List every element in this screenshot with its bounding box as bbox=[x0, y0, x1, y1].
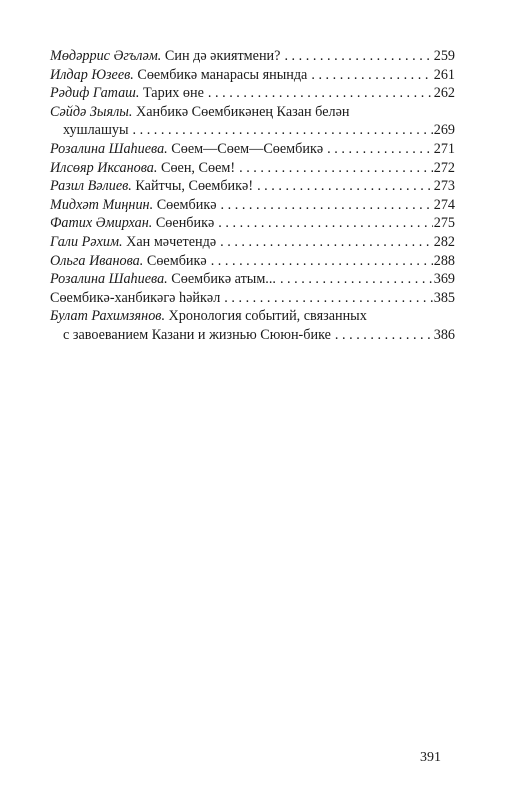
toc-line bbox=[50, 270, 455, 289]
toc-entry bbox=[50, 233, 455, 252]
toc-line bbox=[50, 140, 455, 159]
toc-line bbox=[50, 103, 455, 122]
toc-entry bbox=[50, 159, 455, 178]
toc-page: 259 bbox=[433, 48, 455, 64]
dot-leader bbox=[284, 47, 432, 66]
toc-title: Ханбикә Сөембикәнең Казан белән bbox=[136, 103, 350, 120]
toc-entry bbox=[50, 66, 455, 85]
toc-author: Фатих Әмирхан. bbox=[50, 215, 153, 232]
dot-leader bbox=[220, 233, 433, 252]
toc-page: 385 bbox=[433, 289, 455, 306]
toc-page: 272 bbox=[433, 159, 455, 176]
toc-line bbox=[50, 66, 455, 85]
toc-entry bbox=[50, 214, 455, 233]
toc-entry bbox=[50, 103, 455, 140]
toc-title-continuation: хушлашуы bbox=[63, 122, 129, 139]
toc-page: 273 bbox=[433, 178, 455, 195]
toc-title: Сөенбикә bbox=[155, 215, 215, 232]
toc-page: 269 bbox=[433, 122, 455, 139]
toc-line bbox=[50, 252, 455, 271]
toc-title: Сөембикә-ханбикәгә һәйкәл bbox=[50, 289, 221, 306]
toc-author: Сәйдә Зыялы. bbox=[50, 103, 133, 120]
toc-entry bbox=[50, 307, 455, 344]
toc-entry bbox=[50, 196, 455, 215]
toc-line bbox=[50, 47, 455, 66]
toc-line-continuation bbox=[50, 326, 455, 345]
toc-title: Хронология событий, связанных bbox=[168, 308, 367, 325]
toc-author: Рәдиф Гаташ. bbox=[50, 85, 140, 102]
dot-leader bbox=[327, 140, 433, 159]
toc-line bbox=[50, 84, 455, 103]
toc-page: 282 bbox=[433, 233, 455, 250]
dot-leader bbox=[335, 326, 433, 345]
toc-entry bbox=[50, 289, 455, 308]
toc-title: Кайтчы, Сөембикә! bbox=[135, 178, 254, 195]
toc-line bbox=[50, 177, 455, 196]
dot-leader bbox=[218, 214, 432, 233]
toc-author: Ольга Иванова. bbox=[50, 252, 144, 269]
toc-entry bbox=[50, 84, 455, 103]
dot-leader bbox=[280, 270, 433, 289]
toc-entry bbox=[50, 47, 455, 66]
toc-line bbox=[50, 289, 455, 308]
dot-leader bbox=[208, 84, 433, 103]
toc-author: Илсөяр Иксанова. bbox=[50, 159, 158, 176]
toc-entry bbox=[50, 140, 455, 159]
toc-author: Булат Рахимзянов. bbox=[50, 308, 165, 325]
table-of-contents bbox=[50, 47, 455, 345]
dot-leader bbox=[211, 252, 433, 271]
toc-title: Сөен, Сөем! bbox=[160, 159, 236, 176]
toc-entry bbox=[50, 252, 455, 271]
dot-leader bbox=[311, 66, 432, 85]
toc-line bbox=[50, 214, 455, 233]
toc-author: Илдар Юзеев. bbox=[50, 66, 134, 83]
toc-author: Разил Вәлиев. bbox=[50, 178, 132, 195]
toc-title: Сөембикә bbox=[156, 196, 217, 213]
toc-title: Сөем—Сөем—Сөембикә bbox=[171, 140, 324, 157]
toc-author: Гали Рәхим. bbox=[50, 233, 123, 250]
toc-entry bbox=[50, 177, 455, 196]
toc-title: Хан мәчетендә bbox=[126, 233, 217, 250]
toc-page: 262 bbox=[433, 85, 455, 102]
toc-title: Сөембикә манарасы янында bbox=[137, 66, 308, 83]
toc-title: Син дә әкиятмени? bbox=[164, 48, 281, 64]
dot-leader bbox=[224, 289, 432, 308]
toc-line bbox=[50, 159, 455, 178]
toc-page: 288 bbox=[433, 252, 455, 269]
toc-author: Розалина Шаһиева. bbox=[50, 140, 168, 157]
toc-line-continuation bbox=[50, 121, 455, 140]
toc-page: 369 bbox=[433, 271, 455, 288]
toc-line bbox=[50, 307, 455, 326]
toc-page: 261 bbox=[433, 66, 455, 83]
toc-page: 275 bbox=[433, 215, 455, 232]
dot-leader bbox=[257, 177, 433, 196]
toc-page: 274 bbox=[433, 196, 455, 213]
toc-title: Сөембикә атым... bbox=[171, 271, 276, 288]
toc-line bbox=[50, 233, 455, 252]
dot-leader bbox=[133, 121, 433, 140]
toc-title-continuation: с завоеванием Казани и жизнью Сююн-бике bbox=[63, 326, 331, 343]
dot-leader bbox=[221, 196, 433, 215]
toc-author: Мөдәррис Әгъләм. bbox=[50, 48, 162, 64]
page-number: 391 bbox=[420, 750, 441, 765]
toc-author: Мидхәт Миңнин. bbox=[50, 196, 154, 213]
toc-title: Тарих өне bbox=[142, 85, 204, 102]
toc-page: 271 bbox=[433, 140, 455, 157]
toc-page: 386 bbox=[433, 326, 455, 343]
toc-author: Розалина Шаһиева. bbox=[50, 271, 168, 288]
toc-entry bbox=[50, 270, 455, 289]
toc-title: Сөембикә bbox=[146, 252, 207, 269]
toc-line bbox=[50, 196, 455, 215]
dot-leader bbox=[239, 159, 433, 178]
